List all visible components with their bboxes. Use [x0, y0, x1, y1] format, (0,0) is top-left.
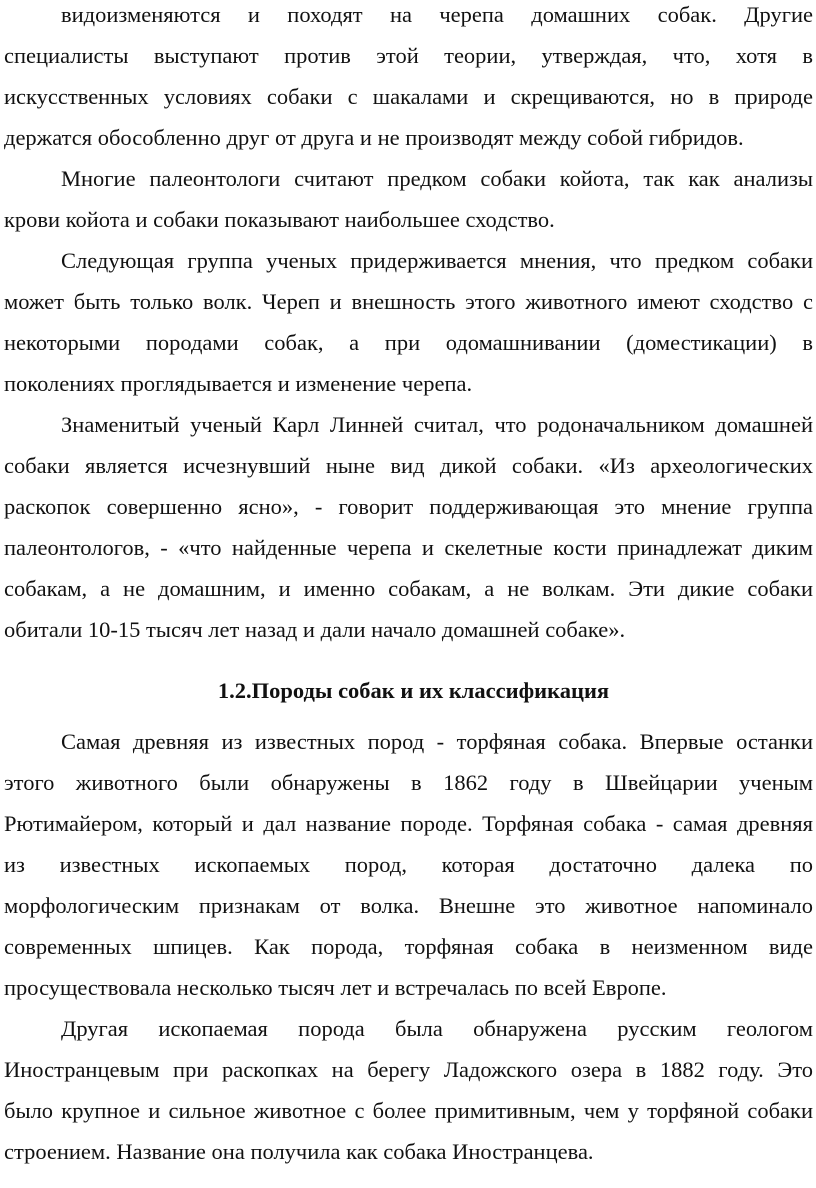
- text-line: может быть только волк. Череп и внешность этого животного имеют сходство с: [4, 289, 813, 314]
- text-line: Рютимайером, который и дал название породе. Торфяная собака - самая древняя: [4, 811, 813, 836]
- text-line: Самая древняя из известных пород - торфяная собака. Впервые останки: [61, 729, 813, 754]
- text-line: этого животного были обнаружены в 1862 году в Швейцарии ученым: [4, 770, 813, 795]
- text-line: держатся обособленно друг от друга и не производят между собой гибридов.: [4, 125, 744, 150]
- text-line: специалисты выступают против этой теории, утверждая, что, хотя в: [4, 43, 813, 68]
- paragraph: [4, 158, 813, 240]
- text-line: Следующая группа ученых придерживается мнения, что предком собаки: [61, 248, 813, 273]
- section-heading: 1.2.Породы собак и их классификация: [217, 678, 610, 703]
- text-line: из известных ископаемых пород, которая достаточно далека по: [4, 852, 813, 877]
- text-line: Знаменитый ученый Карл Линней считал, что родоначальником домашней: [61, 412, 813, 437]
- text-line: строением. Название она получила как собака Иностранцева.: [4, 1139, 594, 1164]
- text-line: поколениях проглядывается и изменение черепа.: [4, 371, 473, 396]
- paragraph: [4, 404, 813, 650]
- paragraph: [4, 721, 813, 1008]
- text-line: некоторыми породами собак, а при одомашнивании (доместикации) в: [4, 330, 813, 355]
- text-line: Иностранцевым при раскопках на берегу Ладожского озера в 1882 году. Это: [4, 1057, 813, 1082]
- text-line: искусственных условиях собаки с шакалами и скрещиваются, но в природе: [4, 84, 813, 109]
- text-line: Другая ископаемая порода была обнаружена русским геологом: [61, 1016, 813, 1041]
- text-line: крови койота и собаки показывают наибольшее сходство.: [4, 207, 555, 232]
- text-line: современных шпицев. Как порода, торфяная собака в неизменном виде: [4, 934, 813, 959]
- text-line: видоизменяются и походят на черепа домашних собак. Другие: [61, 2, 813, 27]
- text-line: обитали 10-15 тысяч лет назад и дали начало домашней собаке».: [4, 617, 626, 642]
- paragraph: [4, 1008, 813, 1172]
- paragraph: [4, 240, 813, 404]
- text-line: палеонтологов, - «что найденные черепа и скелетные кости принадлежат диким: [4, 535, 813, 560]
- text-line: собаки является исчезнувший ныне вид дикой собаки. «Из археологических: [4, 453, 813, 478]
- document-page: [4, 0, 813, 1172]
- text-line: морфологическим признакам от волка. Внешне это животное напоминало: [4, 893, 813, 918]
- text-line: было крупное и сильное животное с более примитивным, чем у торфяной собаки: [4, 1098, 813, 1123]
- text-line: раскопок совершенно ясно», - говорит поддерживающая это мнение группа: [4, 494, 813, 519]
- text-line: Многие палеонтологи считают предком собаки койота, так как анализы: [61, 166, 813, 191]
- text-line: просуществовала несколько тысяч лет и встречалась по всей Европе.: [4, 975, 667, 1000]
- text-line: собакам, а не домашним, и именно собакам, а не волкам. Эти дикие собаки: [4, 576, 813, 601]
- paragraph: [4, 0, 813, 158]
